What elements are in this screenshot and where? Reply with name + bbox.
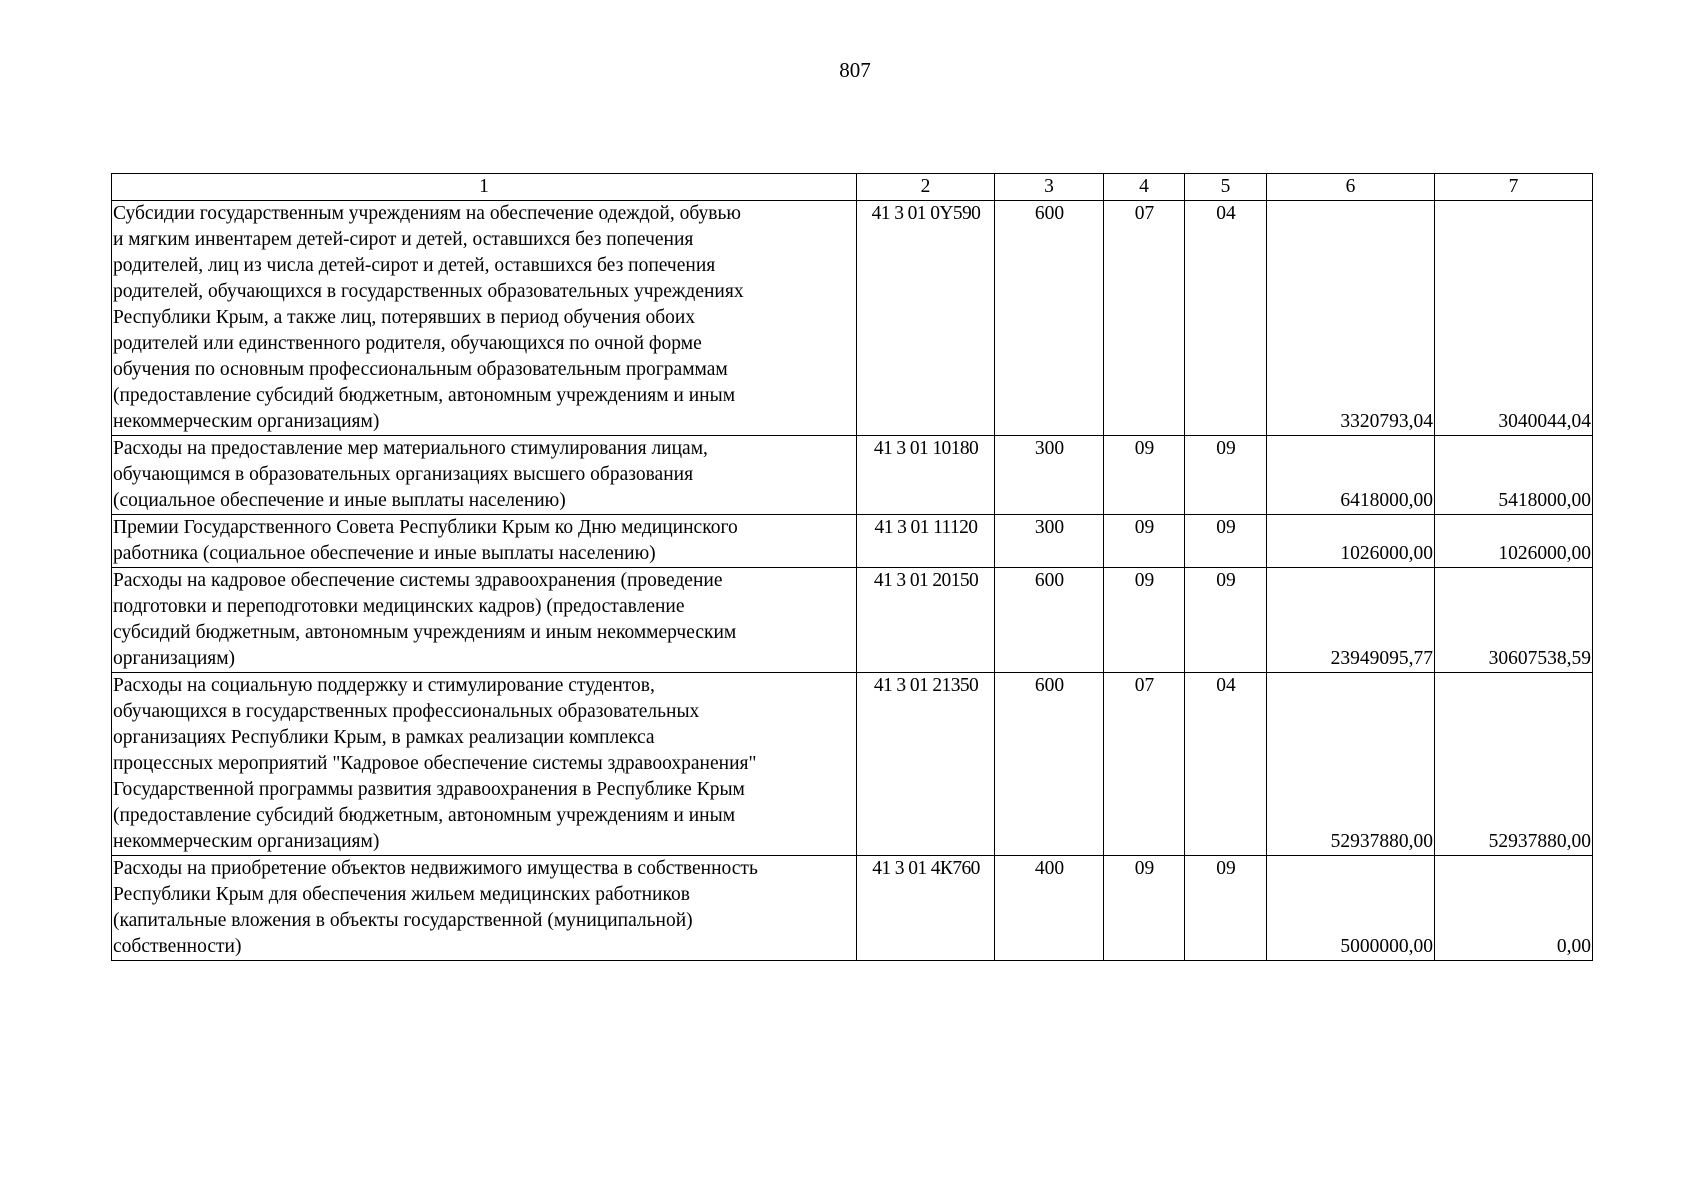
row-amount-6: 5000000,00 (1267, 856, 1435, 961)
row-col4: 07 (1104, 673, 1185, 856)
description-line: обучающихся в государственных профессиональных образовательных (113, 701, 700, 722)
row-description (112, 673, 857, 856)
row-col5: 09 (1185, 436, 1267, 515)
column-header-3: 3 (995, 174, 1104, 201)
description-line: некоммерческим организациям) (113, 411, 380, 432)
row-col4: 09 (1104, 515, 1185, 568)
column-header-5: 5 (1185, 174, 1267, 201)
row-col5: 09 (1185, 568, 1267, 673)
description-line: Расходы на приобретение объектов недвижимого имущества в собственность (113, 858, 758, 879)
description-line: работника (социальное обеспечение и иные выплаты населению) (113, 543, 656, 564)
description-line: Расходы на социальную поддержку и стимулирование студентов, (113, 675, 655, 696)
description-line: подготовки и переподготовки медицинских кадров) (предоставление (113, 596, 685, 617)
column-header-7: 7 (1435, 174, 1593, 201)
description-line: процессных мероприятий "Кадровое обеспечение системы здравоохранения" (113, 753, 757, 774)
row-col4: 09 (1104, 436, 1185, 515)
row-amount-6: 3320793,04 (1267, 201, 1435, 436)
row-col5: 09 (1185, 856, 1267, 961)
row-col5: 04 (1185, 673, 1267, 856)
description-line: родителей, лиц из числа детей-сирот и детей, оставшихся без попечения (113, 255, 716, 276)
description-line: Республики Крым, а также лиц, потерявших в период обучения обоих (113, 307, 696, 328)
row-description (112, 515, 857, 568)
row-amount-7: 0,00 (1435, 856, 1593, 961)
budget-table (111, 173, 1593, 961)
description-line: родителей или единственного родителя, обучающихся по очной форме (113, 333, 702, 354)
description-line: Государственной программы развития здравоохранения в Республике Крым (113, 779, 745, 800)
page-number: 807 (839, 58, 871, 82)
table-row (112, 515, 1593, 568)
row-col3: 300 (995, 436, 1104, 515)
row-col4: 09 (1104, 856, 1185, 961)
row-amount-7: 3040044,04 (1435, 201, 1593, 436)
row-description (112, 201, 857, 436)
description-line: (капитальные вложения в объекты государственной (муниципальной) (113, 910, 693, 931)
row-amount-6: 23949095,77 (1267, 568, 1435, 673)
row-description (112, 436, 857, 515)
description-line: обучающимся в образовательных организациях высшего образования (113, 464, 694, 485)
description-line: организациям) (113, 648, 236, 669)
row-col3: 600 (995, 673, 1104, 856)
column-header-6: 6 (1267, 174, 1435, 201)
row-amount-6: 6418000,00 (1267, 436, 1435, 515)
row-col3: 300 (995, 515, 1104, 568)
row-description (112, 568, 857, 673)
description-line: родителей, обучающихся в государственных образовательных учреждениях (113, 281, 744, 302)
description-line: и мягким инвентарем детей-сирот и детей, оставшихся без попечения (113, 229, 694, 250)
description-line: некоммерческим организациям) (113, 831, 380, 852)
header-row (112, 174, 1593, 201)
description-line: Субсидии государственным учреждениям на обеспечение одеждой, обувью (113, 203, 741, 224)
row-col4: 09 (1104, 568, 1185, 673)
row-amount-7: 5418000,00 (1435, 436, 1593, 515)
row-amount-7: 1026000,00 (1435, 515, 1593, 568)
column-header-4: 4 (1104, 174, 1185, 201)
row-code: 41 3 01 4К760 (857, 856, 995, 961)
description-line: субсидий бюджетным, автономным учреждениям и иным некоммерческим (113, 622, 737, 643)
row-code: 41 3 01 10180 (857, 436, 995, 515)
row-col3: 600 (995, 568, 1104, 673)
row-col5: 04 (1185, 201, 1267, 436)
description-line: Республики Крым для обеспечения жильем медицинских работников (113, 884, 690, 905)
row-code: 41 3 01 21350 (857, 673, 995, 856)
row-col4: 07 (1104, 201, 1185, 436)
row-col3: 600 (995, 201, 1104, 436)
description-line: (предоставление субсидий бюджетным, автономным учреждениям и иным (113, 385, 736, 406)
column-header-2: 2 (857, 174, 995, 201)
description-line: обучения по основным профессиональным образовательным программам (113, 359, 728, 380)
description-line: Расходы на предоставление мер материального стимулирования лицам, (113, 438, 708, 459)
row-code: 41 3 01 0Y590 (857, 201, 995, 436)
row-col3: 400 (995, 856, 1104, 961)
row-amount-6: 1026000,00 (1267, 515, 1435, 568)
row-code: 41 3 01 20150 (857, 568, 995, 673)
table-body (112, 201, 1593, 961)
description-line: Премии Государственного Совета Республики Крым ко Дню медицинского (113, 517, 738, 538)
column-header-1: 1 (112, 174, 857, 201)
row-col5: 09 (1185, 515, 1267, 568)
table-row (112, 568, 1593, 673)
table-row (112, 673, 1593, 856)
row-amount-6: 52937880,00 (1267, 673, 1435, 856)
row-code: 41 3 01 11120 (857, 515, 995, 568)
description-line: (социальное обеспечение и иные выплаты населению) (113, 490, 566, 511)
description-line: организациях Республики Крым, в рамках реализации комплекса (113, 727, 655, 748)
row-amount-7: 52937880,00 (1435, 673, 1593, 856)
table-row (112, 436, 1593, 515)
description-line: (предоставление субсидий бюджетным, автономным учреждениям и иным (113, 805, 736, 826)
table-row (112, 201, 1593, 436)
table-row (112, 856, 1593, 961)
row-amount-7: 30607538,59 (1435, 568, 1593, 673)
description-line: собственности) (113, 936, 242, 957)
row-description (112, 856, 857, 961)
description-line: Расходы на кадровое обеспечение системы здравоохранения (проведение (113, 570, 723, 591)
